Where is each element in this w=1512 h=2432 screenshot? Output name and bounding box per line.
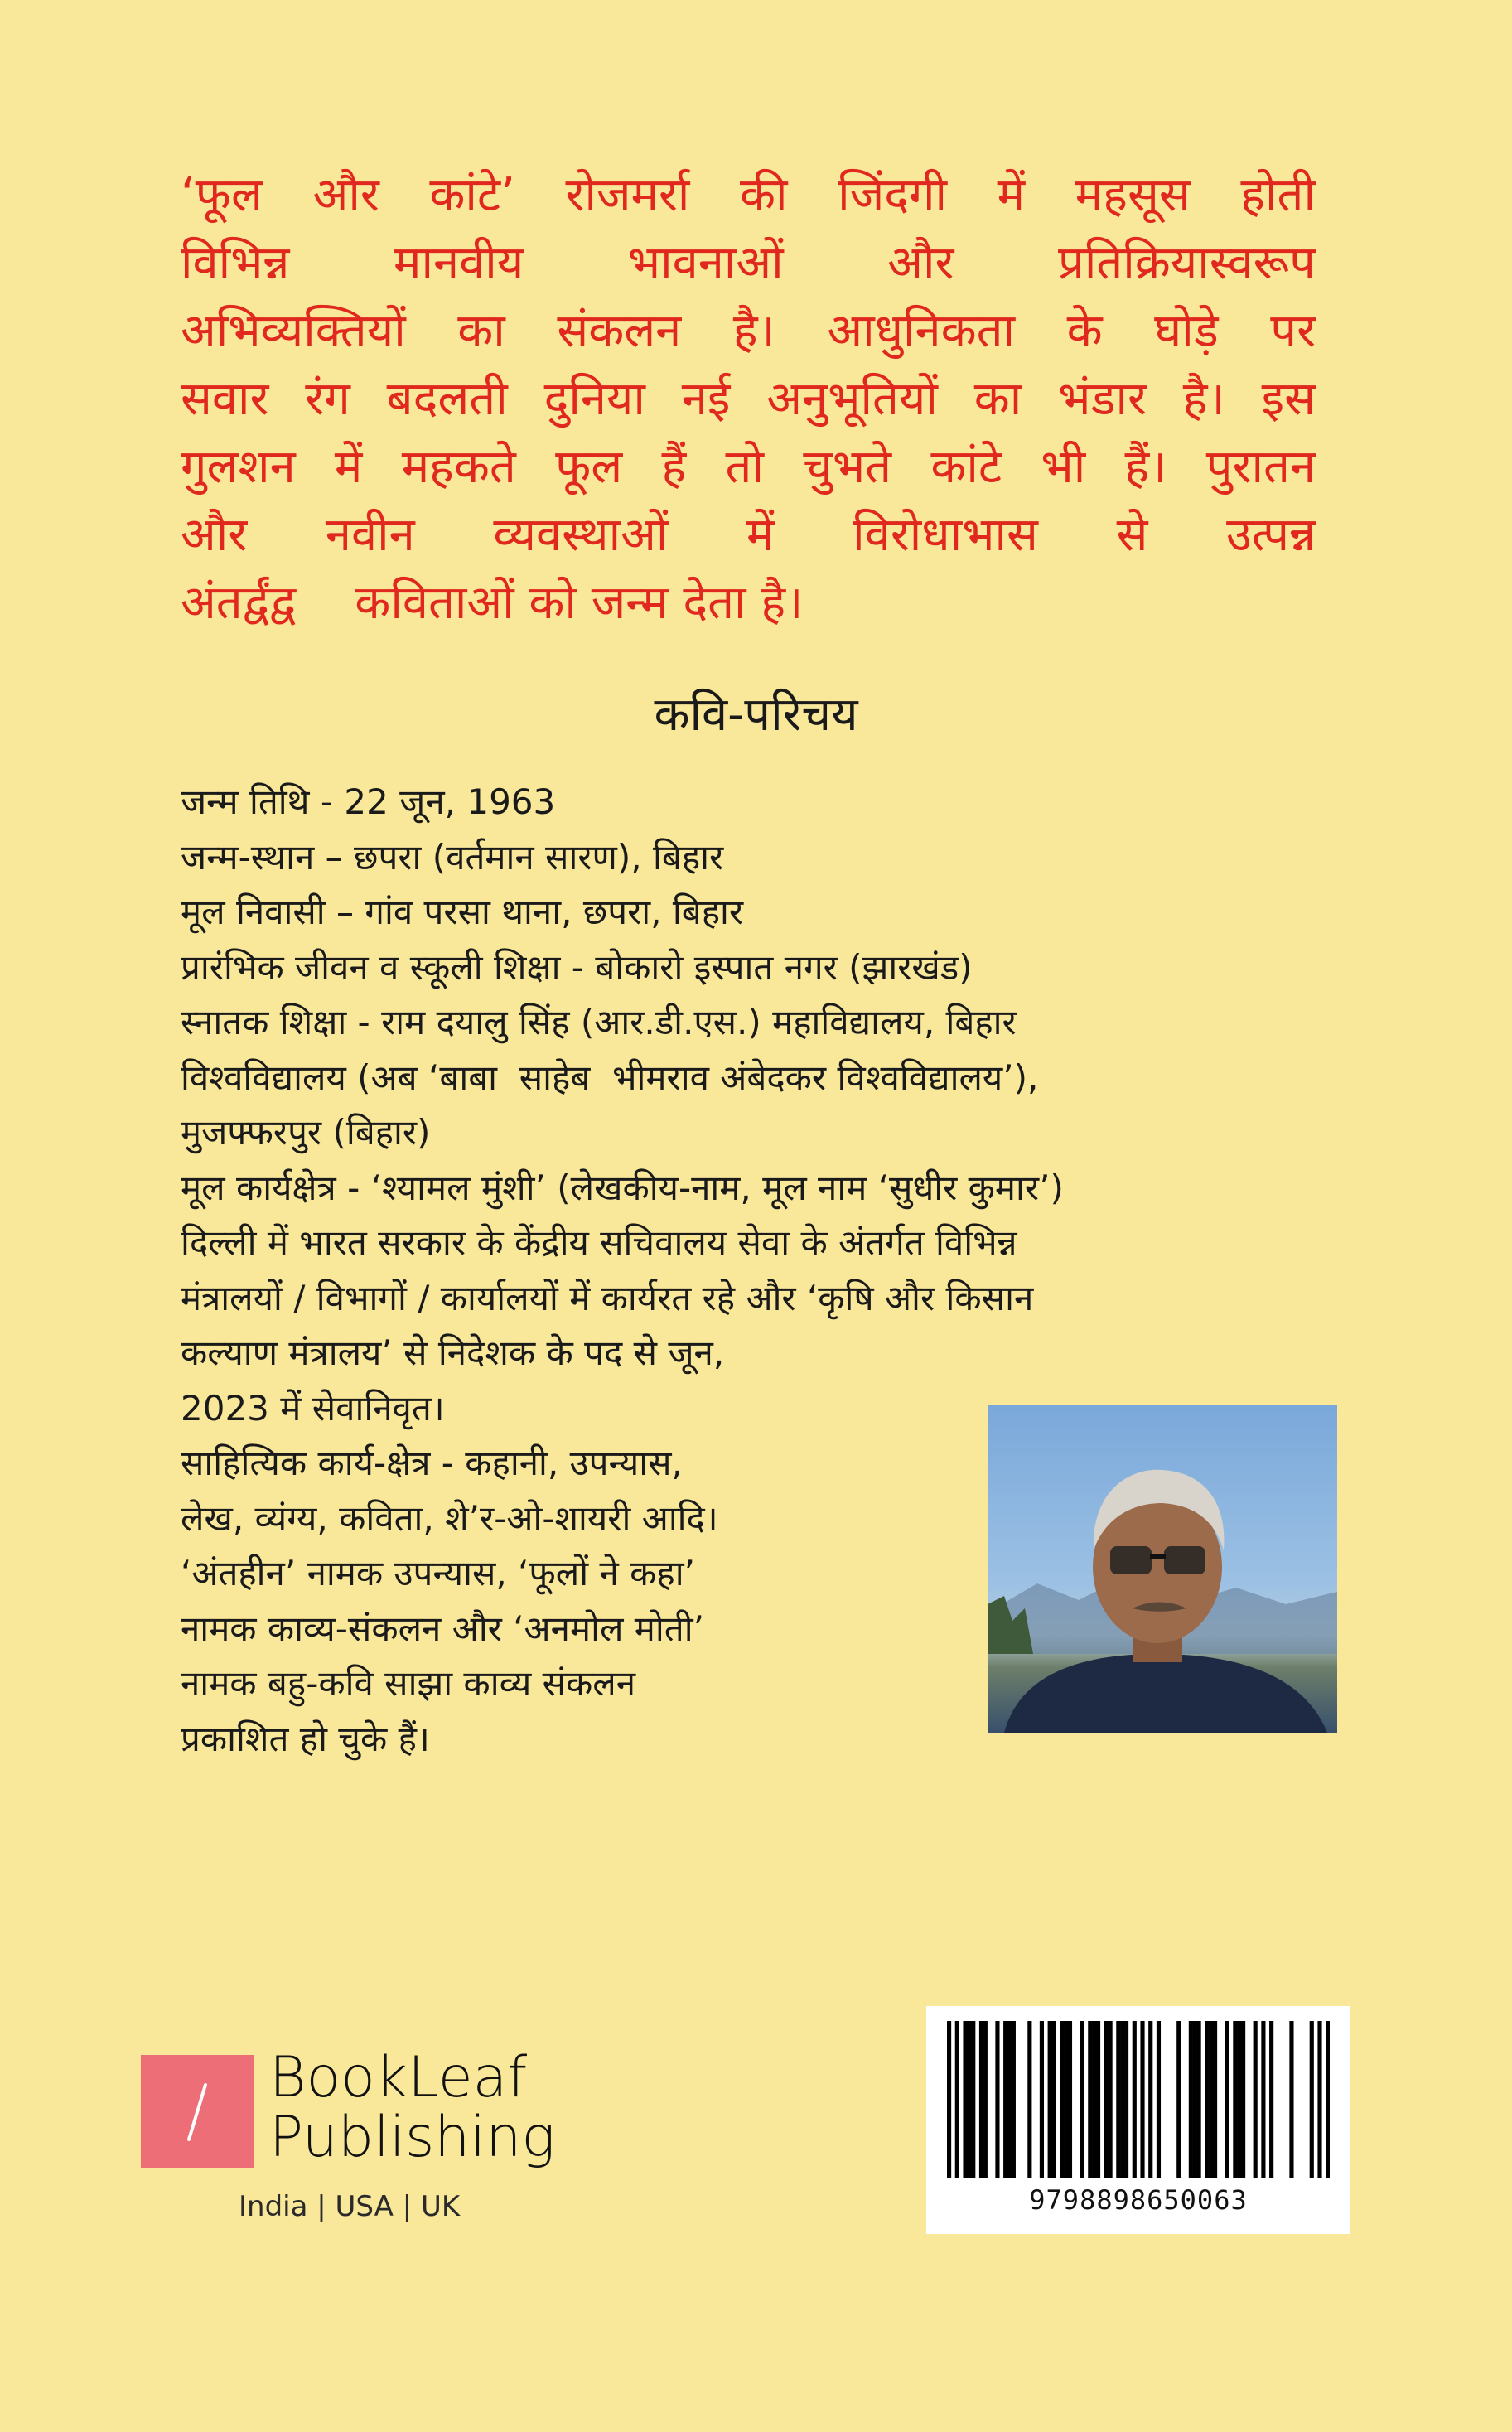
barcode-bar xyxy=(1060,2021,1064,2178)
barcode-bar xyxy=(1124,2021,1128,2178)
barcode-bar xyxy=(1140,2021,1144,2178)
barcode-bar xyxy=(1109,2021,1113,2178)
barcode-bar xyxy=(1209,2021,1213,2178)
barcode-bar xyxy=(1269,2021,1273,2178)
barcode-bar xyxy=(1213,2021,1217,2178)
barcode-bar xyxy=(1241,2021,1245,2178)
barcode-bar xyxy=(967,2021,971,2178)
barcode-bar xyxy=(1326,2021,1330,2178)
barcode-bar xyxy=(955,2021,959,2178)
barcode-bar xyxy=(1189,2021,1193,2178)
barcode-bar xyxy=(1193,2021,1197,2178)
bio-line: 2023 में सेवानिवृत। xyxy=(181,1387,445,1429)
bio-line: कल्याण मंत्रालय’ से निदेशक के पद से जून, xyxy=(181,1332,725,1373)
barcode-bar xyxy=(1310,2021,1314,2178)
blurb-line: और नवीन व्यवस्थाओं में विरोधाभास से उत्पन्न xyxy=(181,508,1316,562)
barcode-bar xyxy=(1261,2021,1265,2178)
bio-line: मूल निवासी – गांव परसा थाना, छपरा, बिहार xyxy=(181,892,744,932)
bio-line: स्नातक शिक्षा - राम दयालु सिंह (आर.डी.एस.) महाविद्यालय, बिहार xyxy=(181,1002,1017,1042)
bio-line: मूल कार्यक्षेत्र - ‘श्यामल मुंशी’ (लेखकीय-नाम, मूल नाम ‘सुधीर कुमार’) xyxy=(181,1167,1064,1208)
barcode-bar xyxy=(1048,2021,1052,2178)
blurb-line: ‘फूल और कांटे’ रोजमर्रा की जिंदगी में महसूस होती xyxy=(181,168,1316,222)
bio-line: नामक काव्य-संकलन और ‘अनमोल मोती’ xyxy=(181,1608,704,1649)
blurb-line: अभिव्यक्तियों का संकलन है। आधुनिकता के घोड़े पर xyxy=(181,304,1316,358)
bio-line: दिल्ली में भारत सरकार के केंद्रीय सचिवालय सेवा के अंतर्गत विभिन्न xyxy=(181,1222,1017,1263)
barcode-bar xyxy=(1133,2021,1137,2178)
barcode-bar xyxy=(1088,2021,1092,2178)
publisher-name-line2: Publishing xyxy=(269,2105,556,2170)
bio-line: प्रकाशित हो चुके हैं। xyxy=(181,1718,430,1759)
barcode-bar xyxy=(1225,2021,1229,2178)
isbn-number: 9798898650063 xyxy=(1029,2184,1248,2216)
barcode-bar xyxy=(1254,2021,1258,2178)
bio-line: मुजफ्फरपुर (बिहार) xyxy=(181,1112,431,1153)
bio-line: ‘अंतहीन’ नामक उपन्यास, ‘फूलों ने कहा’ xyxy=(181,1553,695,1593)
barcode-bar xyxy=(1104,2021,1109,2178)
barcode-bar xyxy=(1120,2021,1124,2178)
bio-line: जन्म-स्थान – छपरा (वर्तमान सारण), बिहार xyxy=(181,836,724,878)
blurb-line: गुलशन में महकते फूल हैं तो चुभते कांटे भी हैं। पुरातन xyxy=(181,440,1316,494)
barcode-bar xyxy=(1003,2021,1007,2178)
bio-line: विश्वविद्यालय (अब ‘बाबा साहेब भीमराव अंबेदकर विश्वविद्यालय’), xyxy=(181,1056,1039,1098)
barcode-bar xyxy=(947,2021,951,2178)
publisher-countries: India | USA | UK xyxy=(239,2190,461,2223)
barcode-bar xyxy=(1176,2021,1181,2178)
barcode-bar xyxy=(979,2021,983,2178)
barcode-bar xyxy=(971,2021,975,2178)
barcode-bar xyxy=(1148,2021,1152,2178)
publisher-name xyxy=(269,2045,556,2170)
blurb-line: अंतर्द्वंद्व कविताओं को जन्म देता है। xyxy=(181,576,804,630)
barcode-bar xyxy=(1116,2021,1120,2178)
bio-line: लेख, व्यंग्य, कविता, शे’र-ओ-शायरी आदि। xyxy=(181,1497,718,1539)
barcode-bar xyxy=(1027,2021,1031,2178)
barcode-bar xyxy=(1289,2021,1293,2178)
barcode-bar xyxy=(1040,2021,1044,2178)
blurb-paragraph xyxy=(181,162,1316,637)
bio-line: नामक बहु-कवि साझा काव्य संकलन xyxy=(181,1663,636,1704)
logo-mark-icon xyxy=(141,2055,254,2168)
barcode-bar xyxy=(1064,2021,1068,2178)
barcode-bar xyxy=(1233,2021,1237,2178)
author-photo xyxy=(988,1405,1337,1733)
barcode-bar xyxy=(963,2021,967,2178)
barcode-bar xyxy=(1157,2021,1161,2178)
blurb-line: सवार रंग बदलती दुनिया नई अनुभूतियों का भंडार है। इस xyxy=(181,372,1316,426)
publisher-name-line1: BookLeaf xyxy=(269,2045,528,2110)
barcode-bar xyxy=(1051,2021,1056,2178)
barcode-bar xyxy=(1237,2021,1241,2178)
barcode-bars xyxy=(947,2021,1330,2178)
barcode-bar xyxy=(1080,2021,1084,2178)
barcode-bar xyxy=(1012,2021,1016,2178)
barcode-bar xyxy=(1007,2021,1012,2178)
barcode-bar xyxy=(1205,2021,1209,2178)
bio-line: मंत्रालयों / विभागों / कार्यालयों में कार्यरत रहे और ‘कृषि और किसान xyxy=(181,1277,1034,1318)
barcode-bar xyxy=(1068,2021,1072,2178)
barcode-bar xyxy=(1096,2021,1100,2178)
blurb-line: विभिन्न मानवीय भावनाओं और प्रतिक्रियास्वरूप xyxy=(181,236,1316,290)
barcode-bar xyxy=(995,2021,999,2178)
barcode-bar xyxy=(1197,2021,1201,2178)
section-heading: कवि-परिचय xyxy=(654,688,858,742)
bio-line: प्रारंभिक जीवन व स्कूली शिक्षा - बोकारो इस्पात नगर (झारखंड) xyxy=(181,946,973,988)
bio-line: साहित्यिक कार्य-क्षेत्र - कहानी, उपन्यास, xyxy=(181,1443,683,1483)
isbn-barcode xyxy=(926,2006,1350,2234)
barcode-bar xyxy=(983,2021,988,2178)
barcode-bar xyxy=(1317,2021,1321,2178)
barcode-bar xyxy=(1092,2021,1096,2178)
bio-line: जन्म तिथि - 22 जून, 1963 xyxy=(181,781,556,822)
